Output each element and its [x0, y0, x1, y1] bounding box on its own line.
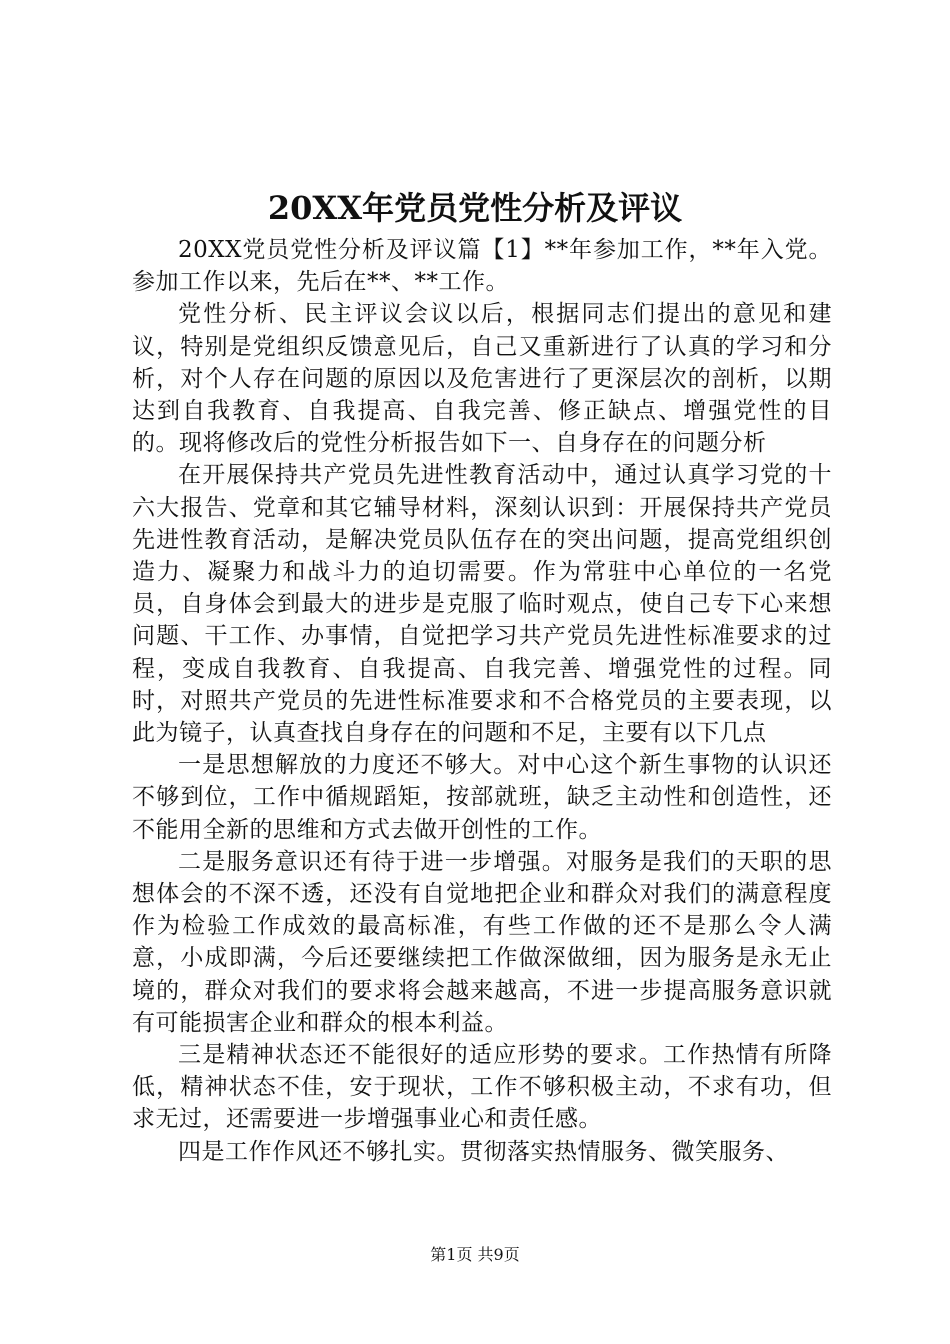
page-footer: 第1页 共9页: [430, 1245, 520, 1264]
document-title: 20XX年党员党性分析及评议: [267, 189, 683, 227]
paragraph-4: 一是思想解放的力度还不够大。对中心这个新生事物的认识还不够到位，工作中循规蹈矩，按部就班，缺乏主动性和创造性，还不能用全新的思维和方式去做开创性的工作。: [132, 752, 832, 843]
paragraph-6: 三是精神状态还不能很好的适应形势的要求。工作热情有所降低，精神状态不佳，安于现状，工作不够积极主动，不求有功，但求无过，还需要进一步增强事业心和责任感。: [132, 1042, 832, 1133]
paragraph-3: 在开展保持共产党员先进性教育活动中，通过认真学习党的十六大报告、党章和其它辅导材料，深刻认识到：开展保持共产党员先进性教育活动，是解决党员队伍存在的突出问题，提高党组织创造力、凝聚力和战斗力的迫切需要。作为常驻中心单位的一名党员，自身体会到最大的进步是克服了临时观点，使自己专下心来想问题、干工作、办事情，自觉把学习共产党员先进性标准要求的过程，变成自我教育、自我提高、自我完善、增强党性的过程。同时，对照共产党员的先进性标准要求和不合格党员的主要表现，以此为镜子，认真查找自身存在的问题和不足，主要有以下几点: [132, 462, 832, 747]
paragraph-1: 20XX党员党性分析及评议篇【1】**年参加工作，**年入党。参加工作以来，先后在**、**工作。: [132, 237, 832, 296]
paragraph-5: 二是服务意识还有待于进一步增强。对服务是我们的天职的思想体会的不深不透，还没有自觉地把企业和群众对我们的满意程度作为检验工作成效的最高标准，有些工作做的还不是那么令人满意，小成即满，今后还要继续把工作做深做细，因为服务是永无止境的，群众对我们的要求将会越来越高，不进一步提高服务意识就有可能损害企业和群众的根本利益。: [132, 848, 832, 1036]
document-body: [132, 234, 832, 1168]
paragraph-2: 党性分析、民主评议会议以后，根据同志们提出的意见和建议，特别是党组织反馈意见后，自己又重新进行了认真的学习和分析，对个人存在问题的原因以及危害进行了更深层次的剖析，以期达到自我教育、自我提高、自我完善、修正缺点、增强党性的目的。现将修改后的党性分析报告如下一、自身存在的问题分析: [132, 301, 832, 457]
paragraph-7: 四是工作作风还不够扎实。贯彻落实热情服务、微笑服务、: [178, 1138, 789, 1165]
